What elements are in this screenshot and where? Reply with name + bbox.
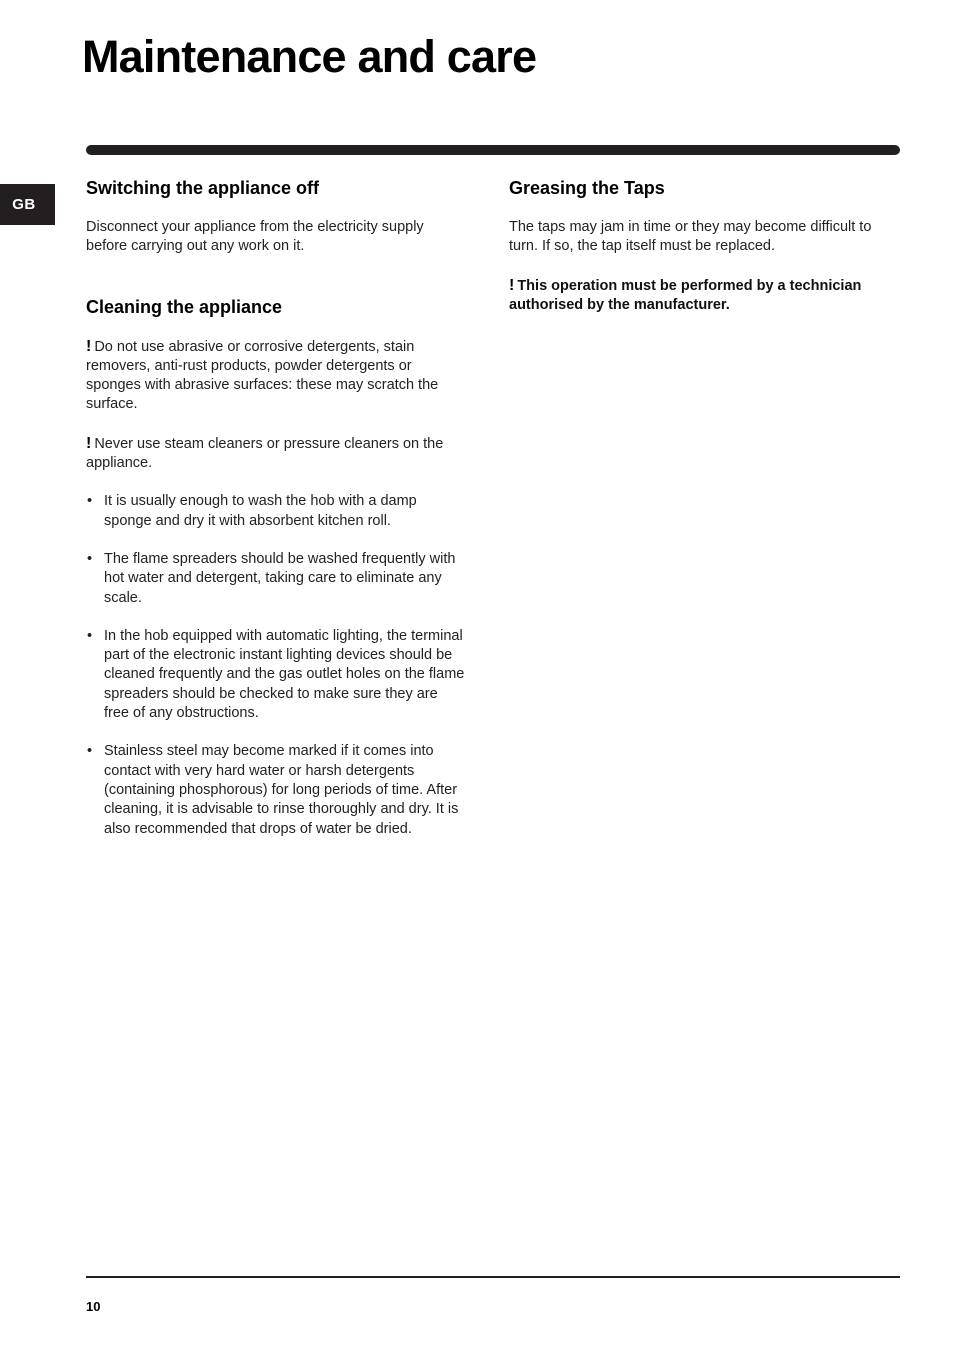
bullet-icon: • xyxy=(87,743,93,760)
list-item xyxy=(86,492,466,531)
list-item-text: The flame spreaders should be washed frequently with hot water and detergent, taking care to eliminate any scale. xyxy=(104,550,456,606)
language-tab-label: GB xyxy=(12,196,36,213)
bullet-icon: • xyxy=(87,627,93,644)
bullet-icon: • xyxy=(87,550,93,567)
warning-icon: ! xyxy=(86,434,92,452)
list-item xyxy=(86,627,466,723)
list-spacer xyxy=(86,723,466,742)
section-switching-off xyxy=(86,176,466,257)
title-divider xyxy=(86,145,900,155)
page-number: 10 xyxy=(86,1299,101,1314)
list-item-text: In the hob equipped with automatic lighting, the terminal part of the electronic instant lighting devices should be cleaned frequently and the gas outlet holes on the flame spreaders should be checked to make sure they are free of any obstructions. xyxy=(104,627,465,722)
footer-divider xyxy=(86,1276,900,1278)
bullet-icon: • xyxy=(87,493,93,510)
section-heading-greasing-taps: Greasing the Taps xyxy=(509,178,665,198)
list-item-text: It is usually enough to wash the hob with a damp sponge and dry it with absorbent kitchen roll. xyxy=(104,493,417,529)
cleaning-tips-list xyxy=(86,492,466,838)
greasing-taps-warning xyxy=(509,276,894,316)
page-title: Maintenance and care xyxy=(82,31,537,82)
list-item-text: Stainless steel may become marked if it comes into contact with very hard water or harsh detergents (containing phosphorous) for long periods of time. After cleaning, it is advisable to rinse thoroughly and dry. It is also recommended that drops of water be dried. xyxy=(104,743,459,837)
right-column xyxy=(509,176,894,315)
list-item xyxy=(86,742,466,838)
section-heading-cleaning: Cleaning the appliance xyxy=(86,296,283,317)
switching-off-body: Disconnect your appliance from the electricity supply before carrying out any work on it. xyxy=(86,219,424,255)
cleaning-warning-abrasives-text: Do not use abrasive or corrosive detergents, stain removers, anti-rust products, powder detergents or sponges with abrasive surfaces: these may scratch the surface. xyxy=(86,338,439,413)
section-cleaning xyxy=(86,295,466,839)
greasing-taps-warning-text: This operation must be performed by a technician authorised by the manufacturer. xyxy=(509,277,862,313)
cleaning-warning-abrasives xyxy=(86,337,466,415)
list-spacer xyxy=(86,531,466,550)
greasing-taps-body: The taps may jam in time or they may become difficult to turn. If so, the tap itself must be replaced. xyxy=(509,219,872,255)
list-item xyxy=(86,550,466,608)
list-spacer xyxy=(86,608,466,627)
warning-icon: ! xyxy=(509,276,515,294)
section-greasing-taps xyxy=(509,176,894,315)
cleaning-warning-steam-text: Never use steam cleaners or pressure cleaners on the appliance. xyxy=(86,435,444,472)
section-heading-switching-off: Switching the appliance off xyxy=(86,178,320,198)
warning-icon: ! xyxy=(86,337,92,355)
left-column xyxy=(86,176,466,839)
language-tab xyxy=(0,184,55,225)
cleaning-warning-steam xyxy=(86,434,466,474)
